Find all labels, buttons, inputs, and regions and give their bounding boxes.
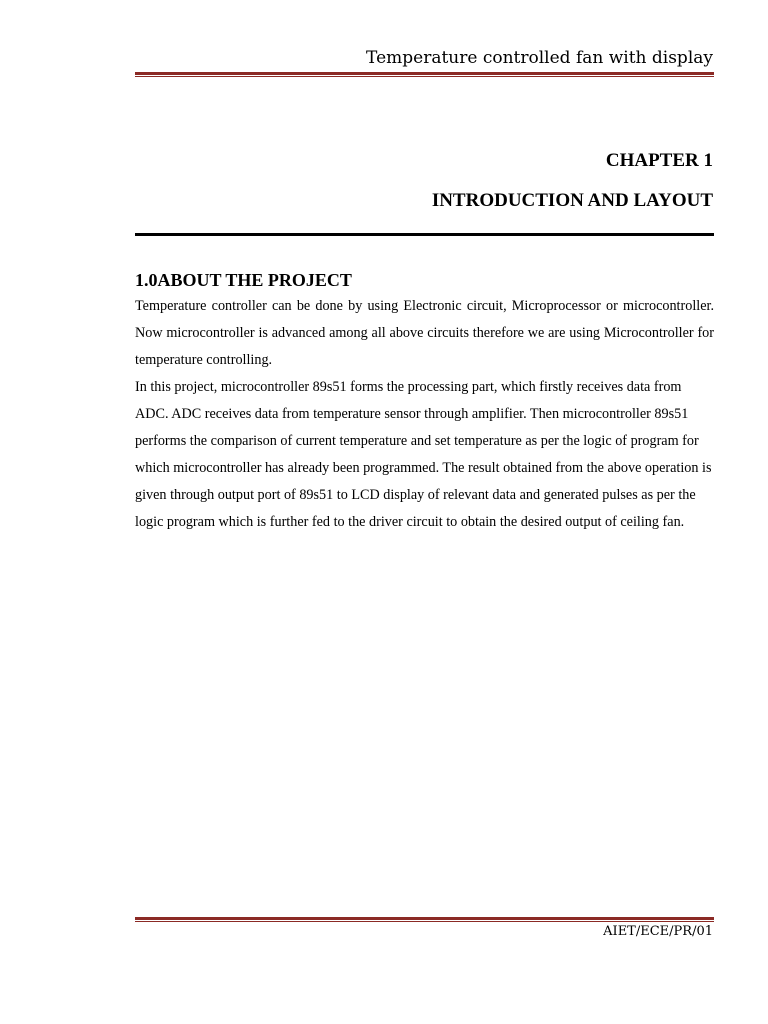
footer-rule-thin-line xyxy=(135,921,714,922)
section-body xyxy=(135,293,714,536)
section-heading: 1.0ABOUT THE PROJECT xyxy=(135,270,352,290)
body-paragraph: In this project, microcontroller 89s51 forms the processing part, which firstly receives data from ADC. ADC receives data from temperature sensor through amplifier. Then microcontroller 89s51 performs the comparison of current temperature and set temperature as per the logic of program for which microcontroller has already been programmed. The result obtained from the above operation is given through output port of 89s51 to LCD display of relevant data and generated pulses as per the logic program which is further fed to the driver circuit to obtain the desired output of ceiling fan. xyxy=(135,379,712,530)
footer-page-id: AIET/ECE/PR/01 xyxy=(603,924,713,939)
body-paragraph: Temperature controller can be done by using Electronic circuit, Microprocessor or microcontroller. Now microcontroller is advanced among all above circuits therefore we are using Microcontroller for temperature controlling. xyxy=(135,298,714,368)
chapter-divider xyxy=(135,233,714,236)
header-rule xyxy=(135,72,714,77)
header-rule-thin-line xyxy=(135,76,714,77)
footer-rule-thick-line xyxy=(135,917,714,920)
footer-rule xyxy=(135,917,714,922)
chapter-number: CHAPTER 1 xyxy=(605,150,713,171)
chapter-title: INTRODUCTION AND LAYOUT xyxy=(431,190,713,211)
header-rule-thick-line xyxy=(135,72,714,75)
running-header-title: Temperature controlled fan with display xyxy=(366,48,713,68)
